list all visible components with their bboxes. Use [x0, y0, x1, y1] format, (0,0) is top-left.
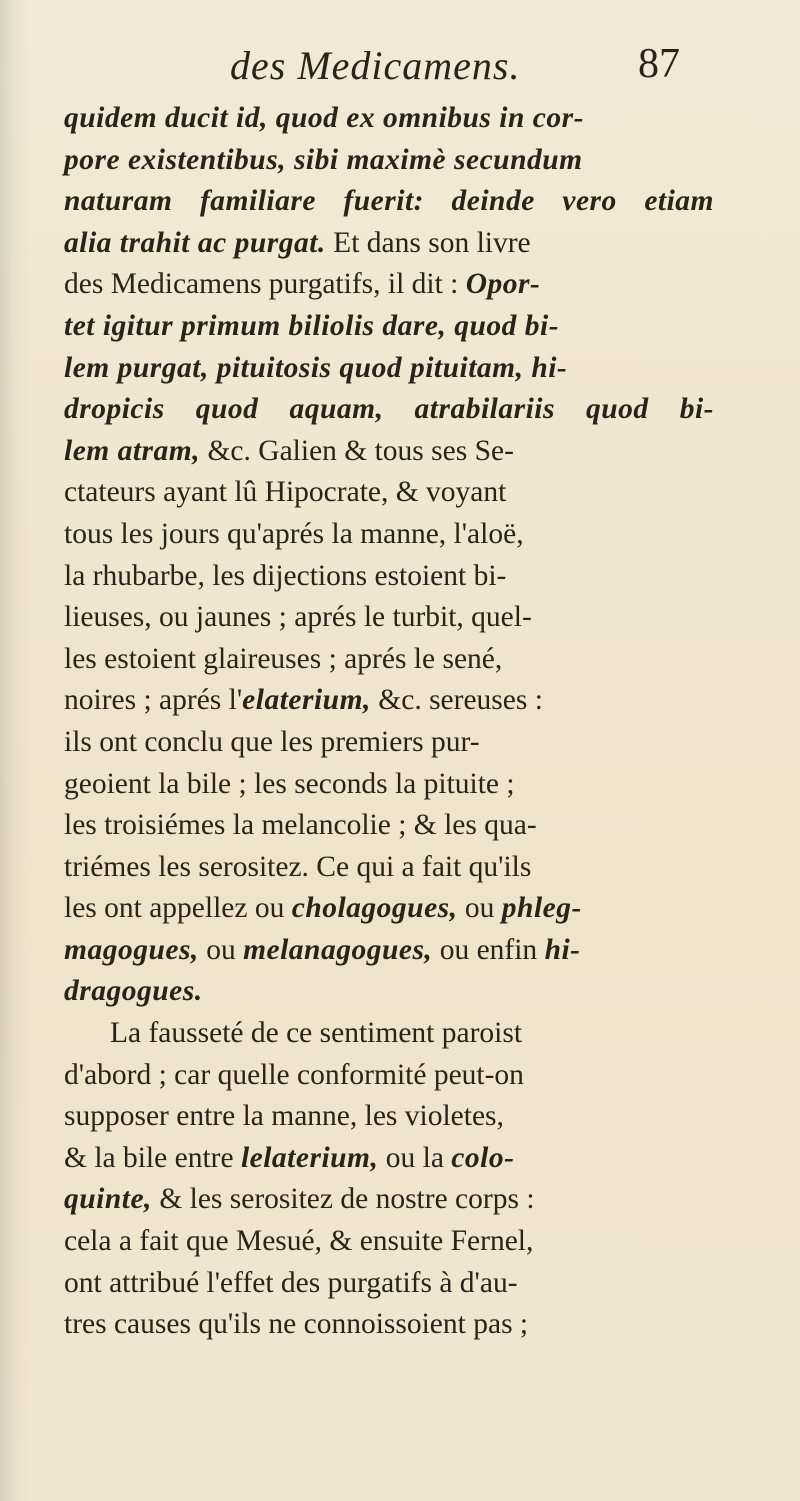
text-segment: supposer entre la manne, les violetes,	[64, 1100, 504, 1133]
latin-text-segment: quinte,	[64, 1183, 152, 1216]
text-line	[64, 764, 714, 806]
latin-text-segment: hi-	[544, 933, 581, 966]
text-segment: Et dans son livre	[325, 226, 531, 259]
latin-text-segment: magogues,	[64, 933, 199, 966]
latin-text-segment: lelaterium,	[240, 1141, 379, 1174]
text-line	[64, 389, 714, 431]
latin-text-segment: quidem ducit id, quod ex omnibus in cor-	[64, 102, 584, 134]
text-segment: tous les jours qu'aprés la manne, l'aloë,	[64, 517, 524, 550]
text-line	[64, 722, 714, 764]
text-segment: lieuses, ou jaunes ; aprés le turbit, quel-	[64, 601, 532, 634]
text-segment: les ont appellez ou	[64, 892, 292, 925]
text-line	[64, 1304, 714, 1346]
text-line	[64, 140, 714, 182]
text-line	[64, 1221, 714, 1263]
text-line	[64, 223, 714, 265]
running-title: des Medicamens.	[230, 43, 521, 88]
text-line	[64, 1055, 714, 1097]
text-segment: la rhubarbe, les dijections estoient bi-	[64, 559, 507, 592]
latin-text-segment: elaterium,	[242, 684, 371, 717]
text-segment: & les serositez de nostre corps :	[151, 1183, 535, 1216]
text-line	[64, 680, 714, 722]
text-segment: ils ont conclu que les premiers pur-	[64, 725, 480, 758]
text-segment: tres causes qu'ils ne connoissoient pas ;	[64, 1308, 529, 1341]
text-line	[64, 597, 714, 639]
text-line	[64, 431, 714, 473]
latin-text-segment: lem purgat, pituitosis quod pituitam, hi-	[64, 351, 568, 384]
text-segment: cela a fait que Mesué, & ensuite Fernel,	[64, 1225, 534, 1258]
text-segment: &c. Galien & tous ses Se-	[200, 434, 514, 467]
text-line	[64, 930, 714, 972]
text-segment: des Medicamens purgatifs, il dit :	[64, 268, 466, 301]
text-line	[64, 1179, 714, 1221]
text-line	[64, 348, 714, 390]
latin-text-segment: phleg-	[501, 892, 582, 925]
text-line	[64, 639, 714, 681]
latin-text-segment: Opor-	[465, 268, 541, 301]
text-line	[64, 1096, 714, 1138]
latin-text-segment: naturam familiare fuerit: deinde vero etiam	[64, 185, 715, 218]
text-line	[64, 1013, 714, 1055]
latin-text-segment: tet igitur primum biliolis dare, quod bi-	[64, 309, 560, 342]
latin-text-segment: dragogues.	[64, 975, 203, 1008]
text-segment: ctateurs ayant lû Hipocrate, & voyant	[64, 476, 507, 509]
text-line	[64, 264, 714, 306]
text-line	[64, 472, 714, 514]
latin-text-segment: cholagogues,	[291, 892, 458, 925]
text-segment: triémes les serositez. Ce qui a fait qu'ils	[64, 850, 532, 883]
text-line	[64, 98, 714, 140]
text-line	[64, 1138, 714, 1180]
latin-text-segment: pore existentibus, sibi maximè secundum	[64, 143, 583, 176]
text-line	[64, 306, 714, 348]
text-segment: noires ; aprés l'	[64, 684, 243, 717]
text-line	[64, 1263, 714, 1305]
text-segment: ont attribué l'effet des purgatifs à d'au-	[64, 1266, 518, 1299]
text-segment: &c. sereuses :	[370, 684, 543, 717]
latin-text-segment: dropicis quod aquam, atrabilariis quod bi-	[64, 393, 715, 426]
text-line	[64, 181, 714, 223]
text-segment: les troisiémes la melancolie ; & les qua-	[64, 809, 537, 842]
latin-text-segment: colo-	[451, 1141, 515, 1174]
text-segment: d'abord ; car quelle conformité peut-on	[64, 1058, 524, 1091]
text-segment: ou	[457, 892, 502, 925]
latin-text-segment: alia trahit ac purgat.	[64, 226, 326, 259]
page-number: 87	[638, 41, 680, 87]
text-line	[64, 514, 714, 556]
text-segment: geoient la bile ; les seconds la pituite ;	[64, 767, 515, 800]
page-header	[0, 42, 800, 102]
text-segment: ou la	[378, 1141, 452, 1174]
text-line	[64, 805, 714, 847]
text-line	[64, 888, 714, 930]
text-segment: ou enfin	[432, 933, 545, 966]
text-segment: & la bile entre	[64, 1141, 241, 1174]
body-text	[64, 98, 714, 1346]
text-segment: les estoient glaireuses ; aprés le sené,	[64, 642, 503, 675]
text-segment: ou	[198, 933, 244, 966]
text-line	[64, 556, 714, 598]
latin-text-segment: lem atram,	[64, 434, 201, 467]
latin-text-segment: melanagogues,	[243, 933, 433, 966]
text-segment: La fausseté de ce sentiment paroist	[110, 1017, 523, 1050]
text-line	[64, 847, 714, 889]
text-line	[64, 971, 714, 1013]
